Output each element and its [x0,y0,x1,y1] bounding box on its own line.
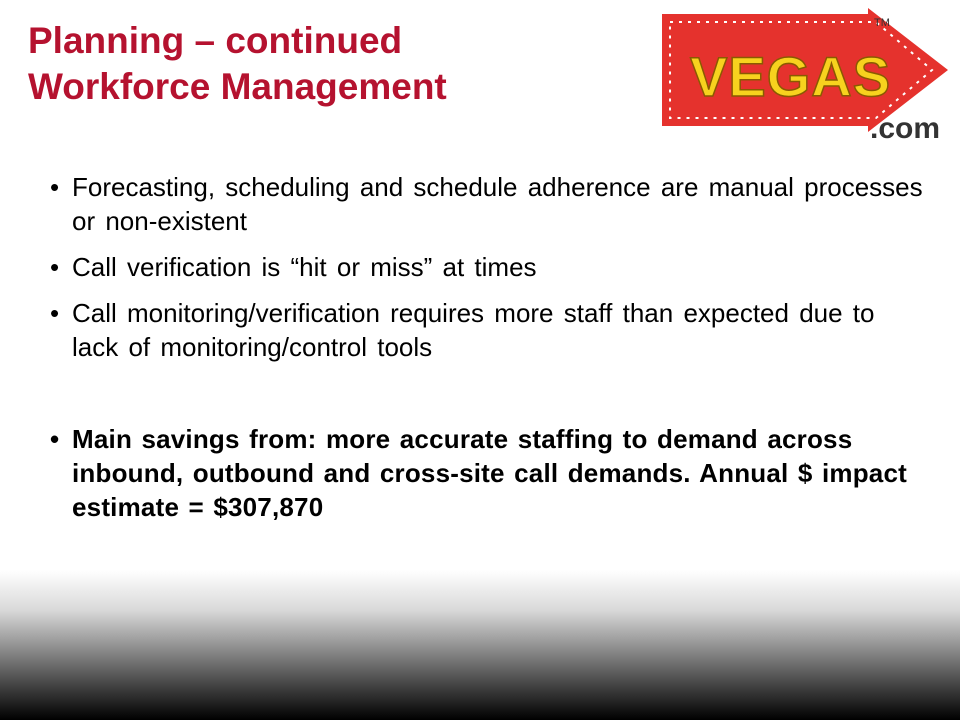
key-savings-bullet: • Main savings from: more accurate staffing to demand across inbound, outbound and cross-site call demands. Annual $ impact estimate = $307,870 [50,422,930,524]
logo-trademark: TM [874,17,890,29]
bullet-spacer [50,376,930,410]
bullet-list [50,170,930,536]
title-line-1: Planning – continued [28,20,403,61]
logo-suffix: .com [870,112,941,144]
vegas-com-logo [656,8,952,144]
bullet-item: • Forecasting, scheduling and schedule adherence are manual processes or non-existent [50,170,930,238]
title-line-2: Workforce Management [28,66,447,107]
bullet-item: • Call verification is “hit or miss” at times [50,250,930,284]
logo-wordmark: VEGAS [690,45,892,108]
bullet-item: • Call monitoring/verification requires more staff than expected due to lack of monitoring/control tools [50,296,930,364]
slide-title [28,18,447,110]
